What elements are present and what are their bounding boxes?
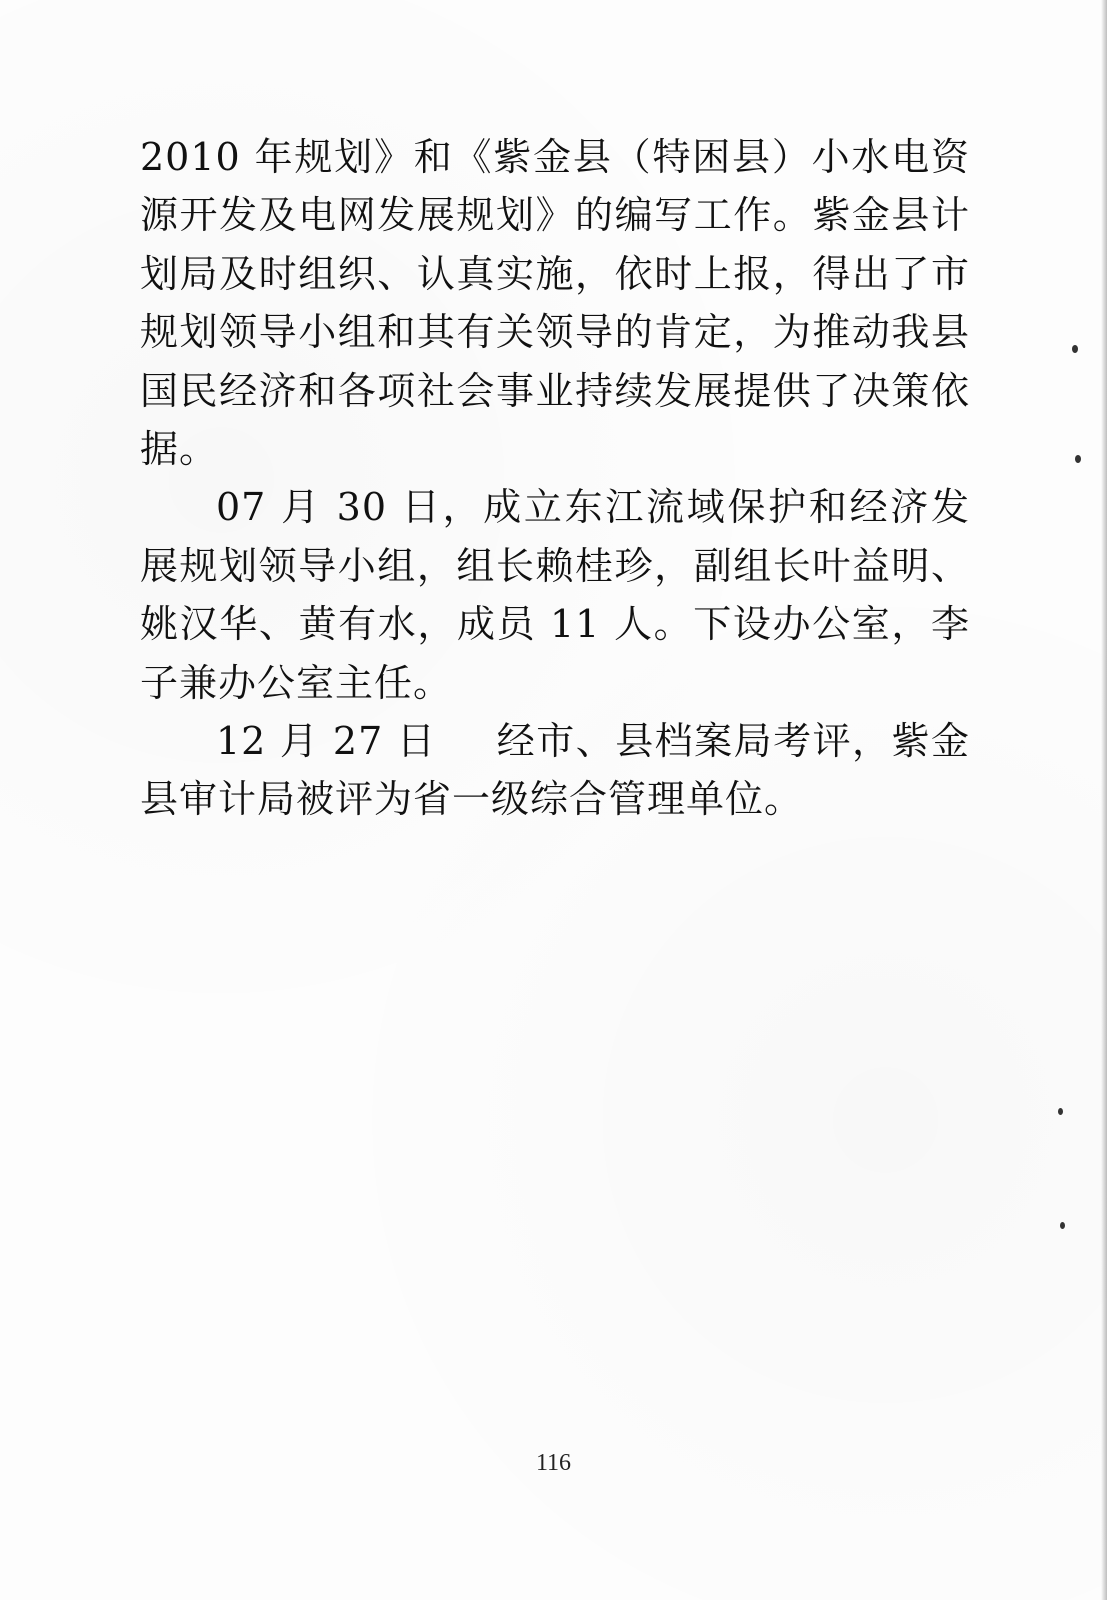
paragraph-continuation: 2010 年规划》和《紫金县（特困县）小水电资源开发及电网发展规划》的编写工作。紫金县计划局及时组织、认真实施，依时上报，得出了市规划领导小组和其有关领导的肯定，为推动我县国民经济和各项社会事业持续发展提供了决策依据。 [140, 135, 970, 472]
entry-date: 12 月 27 日 [216, 719, 437, 764]
document-body [140, 128, 970, 829]
scan-speck [1075, 455, 1081, 463]
paragraph-december-27 [140, 712, 970, 829]
scan-speck [1072, 345, 1078, 353]
paragraph-july-30: 07 月 30 日，成立东江流域保护和经济发展规划领导小组，组长赖桂珍，副组长叶益明、姚汉华、黄有水，成员 11 人。下设办公室，李子兼办公室主任。 [140, 485, 970, 705]
page-number: 116 [535, 1450, 572, 1476]
scan-speck [1058, 1108, 1063, 1115]
scan-speck [1060, 1222, 1065, 1229]
scan-edge-shadow [1101, 0, 1107, 1600]
entry-text: 经市、县档案局考评，紫金县审计局被评为省一级综合管理单位。 [140, 719, 970, 822]
